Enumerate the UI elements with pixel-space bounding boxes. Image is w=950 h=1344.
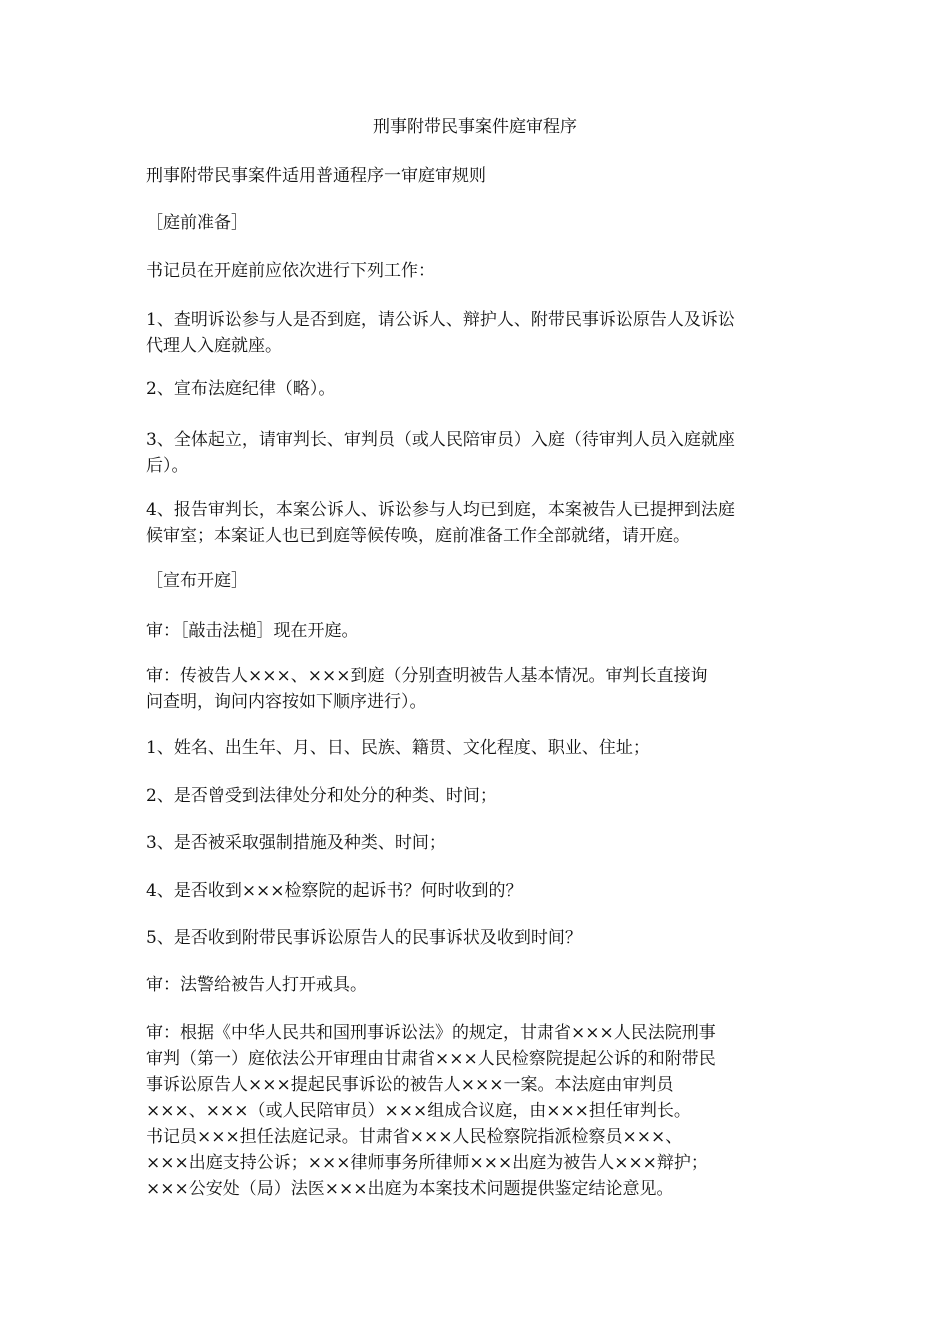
paragraph-remove-restraints [146,972,816,998]
question-item-5 [146,925,816,951]
section-heading-pretrial [146,210,816,236]
question-item-2 [146,783,816,809]
text-line: 事诉讼原告人×××提起民事诉讼的被告人×××一案。本法庭由审判员 [146,1075,674,1095]
text-line: 4、是否收到×××检察院的起诉书？何时收到的？ [146,881,523,901]
list-item-3 [146,427,816,479]
text-line: 审判（第一）庭依法公开审理由甘肃省×××人民检察院提起公诉的和附带民 [146,1049,716,1069]
text-line: 审：传被告人×××、×××到庭（分别查明被告人基本情况。审判长直接询 [146,666,708,686]
question-item-3 [146,830,816,856]
text-line: 刑事附带民事案件适用普通程序一审庭审规则 [146,166,486,186]
text-line: 2、宣布法庭纪律（略）。 [146,379,336,399]
question-item-1 [146,735,816,761]
paragraph-clerk-duties [146,258,816,284]
paragraph-open-court [146,618,816,644]
text-line: 3、全体起立，请审判长、审判员（或人民陪审员）入庭（待审判人员入庭就座 [146,430,735,450]
list-item-4 [146,497,816,549]
text-line: 问查明，询问内容按如下顺序进行）。 [146,692,427,712]
text-line: 审：根据《中华人民共和国刑事诉讼法》的规定，甘肃省×××人民法院刑事 [146,1023,716,1043]
paragraph-court-composition [146,1020,816,1202]
text-line: 后）。 [146,456,189,476]
text-line: 1、查明诉讼参与人是否到庭，请公诉人、辩护人、附带民事诉讼原告人及诉讼 [146,310,735,330]
text-line: 5、是否收到附带民事诉讼原告人的民事诉状及收到时间？ [146,928,582,948]
text-line: 书记员在开庭前应依次进行下列工作： [146,261,435,281]
text-line: 3、是否被采取强制措施及种类、时间； [146,833,446,853]
text-line: ［宣布开庭］ [146,571,248,591]
section-heading-opening [146,568,816,594]
text-line: ×××出庭支持公诉；×××律师事务所律师×××出庭为被告人×××辩护； [146,1153,708,1173]
list-item-1 [146,307,816,359]
text-line: 代理人入庭就座。 [146,336,282,356]
text-line: ×××公安处（局）法医×××出庭为本案技术问题提供鉴定结论意见。 [146,1179,674,1199]
text-line: ［庭前准备］ [146,213,248,233]
text-line: 4、报告审判长，本案公诉人、诉讼参与人均已到庭，本案被告人已提押到法庭 [146,500,735,520]
text-line: ×××、×××（或人民陪审员）×××组成合议庭，由×××担任审判长。 [146,1101,691,1121]
list-item-2 [146,376,816,402]
text-line: 2、是否曾受到法律处分和处分的种类、时间； [146,786,497,806]
question-item-4 [146,878,816,904]
text-line: 书记员×××担任法庭记录。甘肃省×××人民检察院指派检察员×××、 [146,1127,683,1147]
document-title: 刑事附带民事案件庭审程序 [373,117,577,137]
text-line: 候审室；本案证人也已到庭等候传唤，庭前准备工作全部就绪，请开庭。 [146,526,690,546]
text-line: 审：［敲击法槌］现在开庭。 [146,621,359,641]
paragraph-summon-defendants [146,663,816,715]
paragraph-subtitle [146,163,816,189]
text-line: 1、姓名、出生年、月、日、民族、籍贯、文化程度、职业、住址； [146,738,650,758]
text-line: 审：法警给被告人打开戒具。 [146,975,367,995]
